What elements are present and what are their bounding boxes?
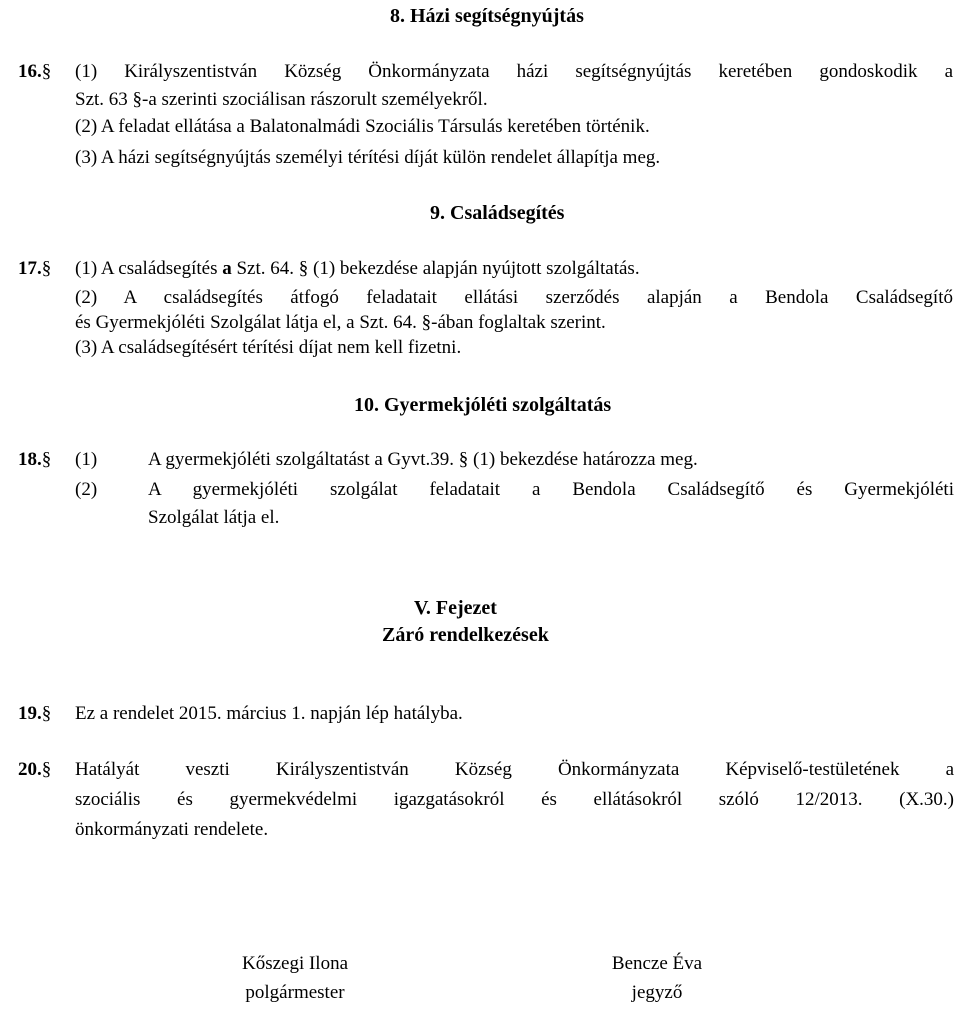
paragraph-18-item-2-label: (2) [75,479,98,500]
section-9-heading: 9. Családsegítés [430,202,565,224]
chapter-subtitle: Záró rendelkezések [382,624,549,646]
paragraph-16-line-2: Szt. 63 §-a szerinti szociálisan rászorult személyekről. [75,89,488,110]
paragraph-19-text: Ez a rendelet 2015. március 1. napján lép hatályba. [75,703,463,724]
signature-left-name: Kőszegi Ilona [241,953,349,974]
section-10-heading: 10. Gyermekjóléti szolgáltatás [354,394,612,416]
paragraph-20-line-2: szociális és gyermekvédelmi igazgatásokról és ellátásokról szóló 12/2013. (X.30.) [75,789,954,810]
paragraph-16-line-3: (2) A feladat ellátása a Balatonalmádi Szociális Társulás keretében történik. [75,116,650,137]
paragraph-18-item-2-line-2: Szolgálat látja el. [148,507,280,528]
paragraph-18-number: 18.§ [18,449,52,470]
paragraph-19-number: 19.§ [18,703,52,724]
paragraph-16-line-1: (1) Királyszentistván Község Önkormányzata házi segítségnyújtás keretében gondoskodik a [75,61,953,82]
paragraph-18-item-2-line-1: A gyermekjóléti szolgálat feladatait a Bendola Családsegítő és Gyermekjóléti [148,479,954,500]
paragraph-17-line-1: (1) A családsegítés a Szt. 64. § (1) bekezdése alapján nyújtott szolgáltatás. [75,258,640,279]
chapter-title: V. Fejezet [414,597,497,619]
paragraph-17-line-2: (2) A családsegítés átfogó feladatait ellátási szerződés alapján a Bendola Családsegítő [75,287,953,308]
signature-right-name: Bencze Éva [611,953,703,974]
paragraph-17-line-4: (3) A családsegítésért térítési díjat nem kell fizetni. [75,337,462,358]
paragraph-16-number: 16.§ [18,61,52,82]
section-8-heading: 8. Házi segítségnyújtás [390,5,584,27]
signature-right-title: jegyző [631,982,683,1003]
paragraph-20-line-1: Hatályát veszti Királyszentistván Község Önkormányzata Képviselő-testületének a [75,759,954,780]
paragraph-18-item-1-label: (1) [75,449,98,470]
paragraph-20-line-3: önkormányzati rendelete. [75,819,269,840]
paragraph-17-line-3: és Gyermekjóléti Szolgálat látja el, a Szt. 64. §-ában foglaltak szerint. [75,312,606,333]
paragraph-16-line-4: (3) A házi segítségnyújtás személyi térítési díját külön rendelet állapítja meg. [75,147,661,168]
paragraph-18-item-1-text: A gyermekjóléti szolgáltatást a Gyvt.39. § (1) bekezdése határozza meg. [148,449,698,470]
signature-left-title: polgármester [245,982,345,1003]
paragraph-20-number: 20.§ [18,759,52,780]
paragraph-17-number: 17.§ [18,258,52,279]
